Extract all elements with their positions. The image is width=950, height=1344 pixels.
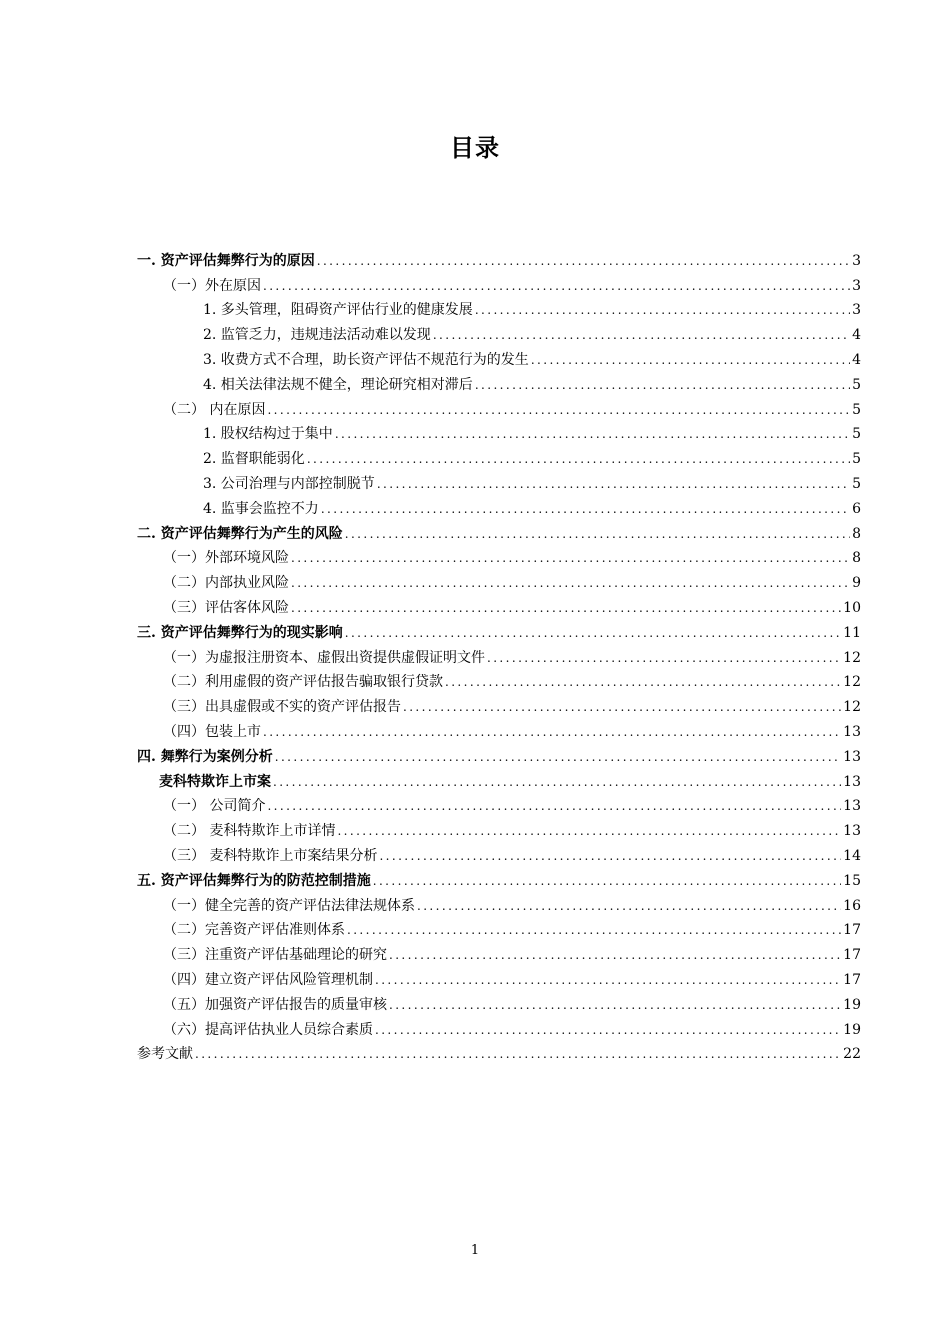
- toc-entry-label: （三）注重资产评估基础理论的研究: [163, 947, 387, 964]
- toc-dot-leader: [195, 1045, 841, 1063]
- toc-entry-label: （三）出具虚假或不实的资产评估报告: [163, 699, 401, 716]
- toc-entry-label: （四）包装上市: [163, 723, 261, 740]
- toc-dot-leader: [347, 921, 841, 939]
- toc-entry-page: 12: [843, 674, 861, 691]
- toc-entry[interactable]: [137, 1039, 861, 1064]
- toc-entry[interactable]: [137, 270, 861, 295]
- toc-dot-leader: [487, 649, 841, 667]
- toc-dot-leader: [475, 376, 850, 394]
- toc-entry-label: 1. 多头管理，阻碍资产评估行业的健康发展: [203, 302, 473, 319]
- toc-title: 目录: [450, 133, 500, 162]
- toc-entry-page: 9: [852, 575, 861, 592]
- toc-entry-label: （一）外在原因: [163, 277, 261, 294]
- toc-dot-leader: [445, 673, 841, 691]
- toc-entry-label: 3. 收费方式不合理，助长资产评估不规范行为的发生: [203, 351, 529, 368]
- toc-entry-page: 17: [843, 947, 861, 964]
- toc-entry-label: （三）评估客体风险: [163, 599, 289, 616]
- toc-entry-label: （二）内部执业风险: [163, 575, 289, 592]
- toc-entry[interactable]: [137, 667, 861, 692]
- toc-entry-label: （四）建立资产评估风险管理机制: [163, 971, 373, 988]
- toc-entry-page: 3: [852, 252, 861, 269]
- toc-entry[interactable]: [137, 791, 861, 816]
- toc-entry-page: 3: [852, 302, 861, 319]
- toc-entry-page: 4: [852, 351, 861, 368]
- toc-dot-leader: [417, 897, 841, 915]
- toc-dot-leader: [291, 574, 850, 592]
- toc-entry-label: （二）利用虚假的资产评估报告骗取银行贷款: [163, 674, 443, 691]
- toc-entry[interactable]: [137, 493, 861, 518]
- toc-dot-leader: [273, 773, 841, 791]
- toc-dot-leader: [307, 450, 850, 468]
- toc-dot-leader: [373, 872, 841, 890]
- toc-entry[interactable]: [137, 319, 861, 344]
- toc-entry[interactable]: [137, 915, 861, 940]
- toc-dot-leader: [375, 1021, 841, 1039]
- toc-entry[interactable]: [137, 865, 861, 890]
- toc-entry-page: 5: [852, 426, 861, 443]
- toc-entry-label: （六）提高评估执业人员综合素质: [163, 1021, 373, 1038]
- page-number: 1: [470, 1243, 480, 1258]
- toc-dot-leader: [345, 624, 841, 642]
- toc-entry-label: 一. 资产评估舞弊行为的原因: [137, 252, 315, 269]
- toc-entry-label: 4. 监事会监控不力: [203, 500, 319, 517]
- toc-entry[interactable]: [137, 518, 861, 543]
- toc-entry-label: 四. 舞弊行为案例分析: [137, 748, 273, 765]
- toc-entry-label: （二） 内在原因: [163, 401, 266, 418]
- toc-entry-page: 19: [843, 996, 861, 1013]
- toc-dot-leader: [321, 500, 850, 518]
- toc-dot-leader: [335, 425, 850, 443]
- toc-entry[interactable]: [137, 890, 861, 915]
- toc-dot-leader: [389, 996, 841, 1014]
- toc-dot-leader: [275, 748, 841, 766]
- toc-entry-page: 12: [843, 699, 861, 716]
- toc-entry-label: （一） 公司简介: [163, 798, 266, 815]
- toc-entry-label: （一）为虚报注册资本、虚假出资提供虚假证明文件: [163, 649, 485, 666]
- toc-entry[interactable]: [137, 741, 861, 766]
- toc-entry[interactable]: [137, 543, 861, 568]
- toc-dot-leader: [267, 797, 841, 815]
- toc-dot-leader: [317, 252, 850, 270]
- toc-entry[interactable]: [137, 964, 861, 989]
- toc-entry-page: 5: [852, 451, 861, 468]
- toc-entry[interactable]: [137, 394, 861, 419]
- toc-entry-label: （一）外部环境风险: [163, 550, 289, 567]
- toc-entry[interactable]: [137, 592, 861, 617]
- toc-entry-page: 12: [843, 649, 861, 666]
- toc-entry-page: 5: [852, 376, 861, 393]
- toc-entry-label: （三） 麦科特欺诈上市案结果分析: [163, 847, 378, 864]
- toc-entry[interactable]: [137, 567, 861, 592]
- toc-entry-label: 三. 资产评估舞弊行为的现实影响: [137, 624, 343, 641]
- toc-entry[interactable]: [137, 617, 861, 642]
- toc-entry[interactable]: [137, 840, 861, 865]
- toc-entry-label: 1. 股权结构过于集中: [203, 426, 333, 443]
- toc-entry-label: 4. 相关法律法规不健全，理论研究相对滞后: [203, 376, 473, 393]
- toc-entry-page: 13: [843, 798, 861, 815]
- toc-dot-leader: [337, 822, 841, 840]
- toc-entry-page: 13: [843, 823, 861, 840]
- toc-dot-leader: [345, 525, 850, 543]
- toc-dot-leader: [263, 277, 850, 295]
- toc-entry-label: （二）完善资产评估准则体系: [163, 922, 345, 939]
- toc-entry-label: （五）加强资产评估报告的质量审核: [163, 996, 387, 1013]
- toc-entry[interactable]: [137, 716, 861, 741]
- toc-entry-page: 5: [852, 475, 861, 492]
- toc-entry[interactable]: [137, 939, 861, 964]
- toc-entry[interactable]: [137, 1014, 861, 1039]
- toc-entry-page: 15: [843, 872, 861, 889]
- toc-entry-page: 13: [843, 773, 861, 790]
- toc-entry-label: 麦科特欺诈上市案: [159, 773, 271, 790]
- toc-entry[interactable]: [137, 443, 861, 468]
- toc-dot-leader: [375, 971, 841, 989]
- toc-entry-label: 2. 监管乏力，违规违法活动难以发现: [203, 327, 431, 344]
- toc-entry[interactable]: [137, 468, 861, 493]
- toc-dot-leader: [263, 723, 841, 741]
- toc-entry-page: 13: [843, 723, 861, 740]
- toc-entry[interactable]: [137, 245, 861, 270]
- toc-entry[interactable]: [137, 642, 861, 667]
- toc-entry-label: 二. 资产评估舞弊行为产生的风险: [137, 525, 343, 542]
- toc-entry-page: 14: [843, 847, 861, 864]
- toc-entry-label: 3. 公司治理与内部控制脱节: [203, 475, 375, 492]
- toc-entry-page: 19: [843, 1021, 861, 1038]
- toc-entry-label: 五. 资产评估舞弊行为的防范控制措施: [137, 872, 371, 889]
- toc-entry-page: 10: [843, 599, 861, 616]
- toc-entry-page: 17: [843, 971, 861, 988]
- toc-dot-leader: [531, 351, 850, 369]
- toc-dot-leader: [433, 326, 850, 344]
- toc-dot-leader: [291, 549, 850, 567]
- toc-entry[interactable]: [137, 419, 861, 444]
- toc-entry[interactable]: [137, 766, 861, 791]
- toc-entry-label: 参考文献: [137, 1046, 193, 1063]
- toc-dot-leader: [291, 599, 841, 617]
- toc-entry-page: 16: [843, 897, 861, 914]
- toc-entry[interactable]: [137, 989, 861, 1014]
- toc-entry-label: （一）健全完善的资产评估法律法规体系: [163, 897, 415, 914]
- toc-entry-page: 11: [843, 624, 861, 641]
- toc-entry-page: 3: [852, 277, 861, 294]
- toc-entry-label: （二） 麦科特欺诈上市详情: [163, 823, 336, 840]
- toc-entry-page: 6: [852, 500, 861, 517]
- toc-dot-leader: [267, 401, 850, 419]
- toc-entry[interactable]: [137, 815, 861, 840]
- toc-dot-leader: [379, 847, 841, 865]
- toc-dot-leader: [377, 475, 850, 493]
- toc-entry-page: 22: [843, 1046, 861, 1063]
- toc-entry[interactable]: [137, 369, 861, 394]
- toc-entry-page: 13: [843, 748, 861, 765]
- toc-entry-page: 4: [852, 327, 861, 344]
- toc-dot-leader: [389, 946, 841, 964]
- toc-entry-page: 8: [852, 550, 861, 567]
- toc-entry[interactable]: [137, 691, 861, 716]
- toc-entry-page: 5: [852, 401, 861, 418]
- toc-dot-leader: [403, 698, 841, 716]
- table-of-contents: [137, 245, 861, 1063]
- toc-entry[interactable]: [137, 295, 861, 320]
- toc-entry-page: 8: [852, 525, 861, 542]
- toc-entry[interactable]: [137, 344, 861, 369]
- toc-dot-leader: [475, 301, 850, 319]
- toc-entry-page: 17: [843, 922, 861, 939]
- toc-entry-label: 2. 监督职能弱化: [203, 451, 305, 468]
